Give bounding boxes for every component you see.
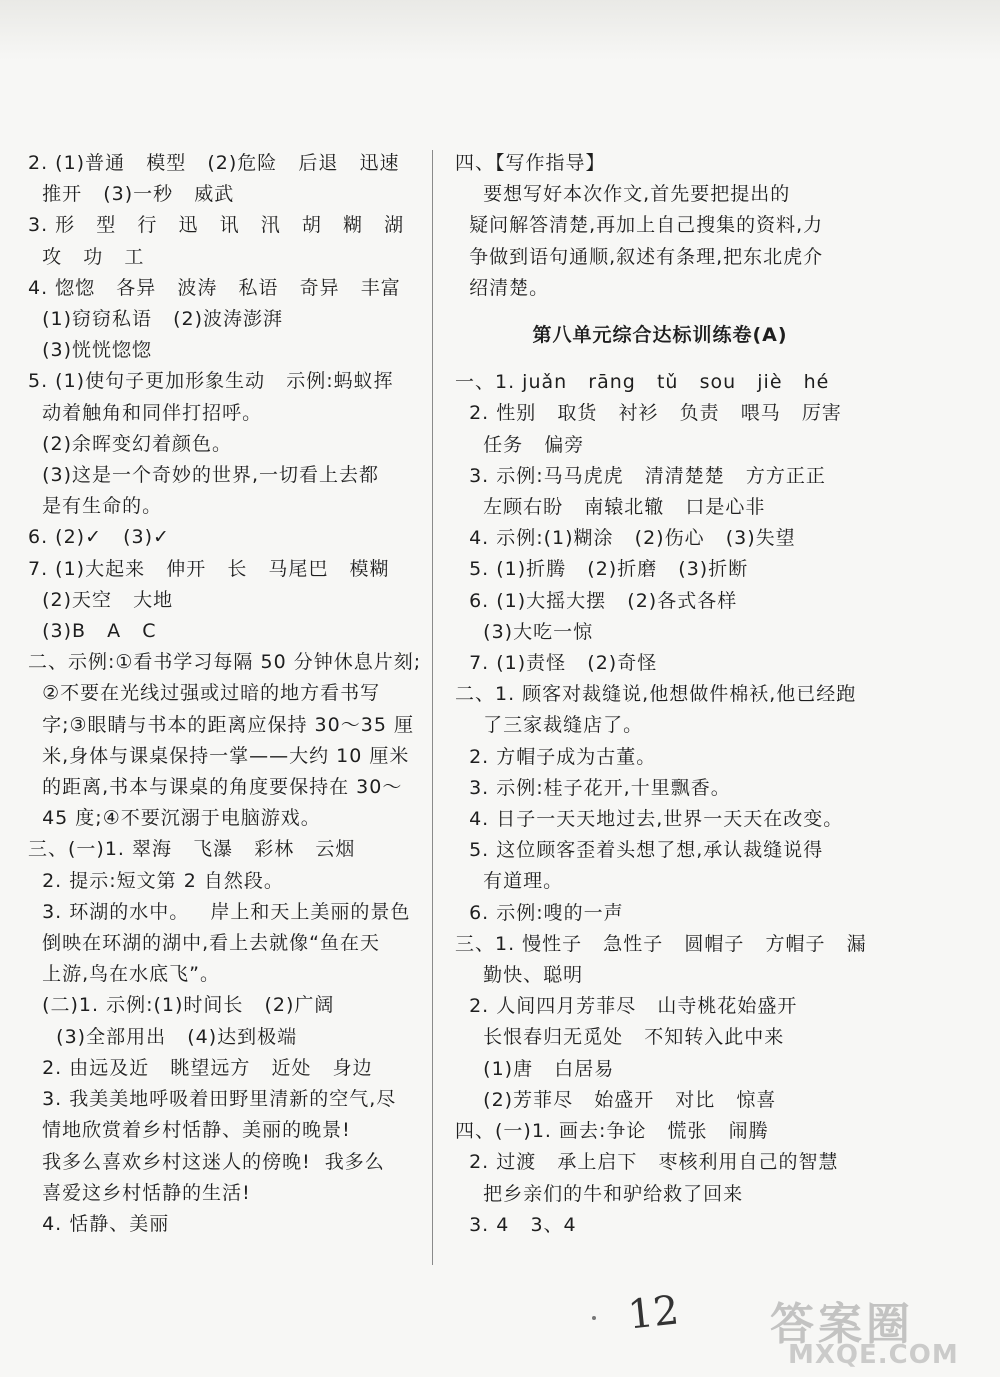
site-watermark <box>770 1288 995 1373</box>
answer-line: (3)全部用出 (4)达到极端 <box>28 1025 298 1048</box>
answer-line: 把乡亲们的牛和驴给救了回来 <box>455 1182 744 1205</box>
answer-line: 7. (1)责怪 (2)奇怪 <box>455 652 658 675</box>
answer-line: 2. 性别 取货 衬衫 负责 喂马 厉害 <box>455 402 842 425</box>
answer-line: 3. 4 3、4 <box>455 1213 577 1236</box>
answer-line: 是有生命的。 <box>28 495 163 518</box>
answer-line: 喜爱这乡村恬静的生活! <box>28 1181 251 1204</box>
answer-line: (3)这是一个奇妙的世界,一切看上去都 <box>28 464 380 487</box>
answer-line: 我多么喜欢乡村这迷人的傍晚! 我多么 <box>28 1150 385 1173</box>
answer-line: (3)恍恍惚惚 <box>28 339 152 362</box>
watermark-logo: 答案圈 <box>770 1299 914 1350</box>
handwritten-page-number: 12 <box>625 1287 682 1339</box>
answer-line: 要想写好本次作文,首先要把提出的 <box>455 183 791 206</box>
left-answer-column <box>28 148 422 1240</box>
answer-line: 倒映在环湖的湖中,看上去就像“鱼在天 <box>28 932 380 955</box>
answer-line: 绍清楚。 <box>455 276 550 299</box>
answer-line: ②不要在光线过强或过暗的地方看书写 <box>28 682 381 705</box>
answer-line: (1)窃窃私语 (2)波涛澎湃 <box>28 308 284 331</box>
answer-line: 一、1. juǎn rāng tǔ sou jiè hé <box>455 371 830 394</box>
answer-line: 三、(一)1. 翠海 飞瀑 彩林 云烟 <box>28 838 356 861</box>
watermark-url: MXQE.COM <box>788 1340 959 1370</box>
answer-line: 了三家裁缝店了。 <box>455 714 644 737</box>
answer-line: (2)天空 大地 <box>28 588 174 611</box>
answer-line: 45 度;④不要沉溺于电脑游戏。 <box>28 807 321 830</box>
answer-line: 攻 功 工 <box>28 245 145 268</box>
answer-line: 4. 惚惚 各异 波涛 私语 奇异 丰富 <box>28 276 401 299</box>
answer-line: 3. 我美美地呼吸着田野里清新的空气,尽 <box>28 1088 397 1111</box>
answer-line: 米,身体与课桌保持一掌——大约 10 厘米 <box>28 744 410 767</box>
answer-line: 2. 提示:短文第 2 自然段。 <box>28 869 284 892</box>
answer-line: 4. 恬静、美丽 <box>28 1212 170 1235</box>
answer-line: 情地欣赏着乡村恬静、美丽的晚景! <box>28 1119 351 1142</box>
right-answer-column <box>455 148 865 1241</box>
answer-line: 四、【写作指导】 <box>455 152 606 174</box>
answer-line: 长恨春归无觅处 不知转入此中来 <box>455 1026 785 1049</box>
answer-line: 推开 (3)一秒 威武 <box>28 183 235 206</box>
answer-line: 5. (1)折腾 (2)折磨 (3)折断 <box>455 558 749 581</box>
answer-line: 疑问解答清楚,再加上自己搜集的资料,力 <box>455 214 824 237</box>
answer-line: (2)余晖变幻着颜色。 <box>28 432 232 455</box>
unit-eight-heading: 第八单元综合达标训练卷(A) <box>532 324 788 347</box>
answer-line: 二、1. 顾客对裁缝说,他想做件棉袄,他已经跑 <box>455 683 857 706</box>
answer-line: 动着触角和同伴打招呼。 <box>28 401 263 424</box>
answer-line: 有道理。 <box>455 870 564 893</box>
answer-line: 四、(一)1. 画去:争论 慌张 闹腾 <box>455 1120 769 1143</box>
answer-line: (3)大吃一惊 <box>455 620 594 643</box>
answer-line: 5. (1)使句子更加形象生动 示例:蚂蚁挥 <box>28 370 394 393</box>
answer-line: 2. 人间四月芳菲尽 山寺桃花始盛开 <box>455 995 798 1018</box>
answer-line: (3)B A C <box>28 620 157 643</box>
pen-mark <box>592 1316 596 1320</box>
answer-line: 6. (2)✓ (3)✓ <box>28 526 170 549</box>
answer-line: 二、示例:①看书学习每隔 50 分钟休息片刻; <box>28 651 422 674</box>
answer-line: 2. (1)普通 模型 (2)危险 后退 迅速 <box>28 152 400 174</box>
column-divider <box>432 150 433 1265</box>
answer-line: (1)唐 白居易 <box>455 1057 615 1080</box>
answer-line: 争做到语句通顺,叙述有条理,把东北虎介 <box>455 245 824 268</box>
answer-line: 3. 形 型 行 迅 讯 汛 胡 糊 湖 <box>28 214 405 237</box>
answer-line: 2. 由远及近 眺望远方 近处 身边 <box>28 1056 373 1079</box>
answer-line: 任务 偏旁 <box>455 433 585 456</box>
answer-line: 勤快、聪明 <box>455 964 584 987</box>
answer-line: 2. 过渡 承上启下 枣核利用自己的智慧 <box>455 1151 839 1174</box>
answer-line: 7. (1)大起来 伸开 长 马尾巴 模糊 <box>28 557 390 580</box>
answer-line: 3. 环湖的水中。 岸上和天上美丽的景色 <box>28 900 411 923</box>
answer-line: 3. 示例:马马虎虎 清清楚楚 方方正正 <box>455 464 826 487</box>
answer-line: 字;③眼睛与书本的距离应保持 30～35 厘 <box>28 713 414 736</box>
answer-line: 5. 这位顾客歪着头想了想,承认裁缝说得 <box>455 839 824 862</box>
answer-line: 2. 方帽子成为古董。 <box>455 745 657 768</box>
answer-line: 6. (1)大摇大摆 (2)各式各样 <box>455 589 738 612</box>
answer-line: 的距离,书本与课桌的角度要保持在 30～ <box>28 776 403 799</box>
answer-line: 左顾右盼 南辕北辙 口是心非 <box>455 496 766 519</box>
answer-line: 6. 示例:嗖的一声 <box>455 901 624 924</box>
answer-line: (二)1. 示例:(1)时间长 (2)广阔 <box>28 994 335 1017</box>
answer-line: 4. 示例:(1)糊涂 (2)伤心 (3)失望 <box>455 527 796 550</box>
answer-line: 上游,鸟在水底飞”。 <box>28 963 220 986</box>
writing-guide-section <box>455 148 865 304</box>
answer-line: 4. 日子一天天地过去,世界一天天在改变。 <box>455 808 844 831</box>
unit-eight-answers <box>455 367 865 1241</box>
answer-line: (2)芳菲尽 始盛开 对比 惊喜 <box>455 1088 777 1111</box>
answer-line: 3. 示例:桂子花开,十里飘香。 <box>455 776 731 799</box>
scan-shadow <box>0 0 1000 60</box>
answer-line: 三、1. 慢性子 急性子 圆帽子 方帽子 漏 <box>455 932 867 955</box>
